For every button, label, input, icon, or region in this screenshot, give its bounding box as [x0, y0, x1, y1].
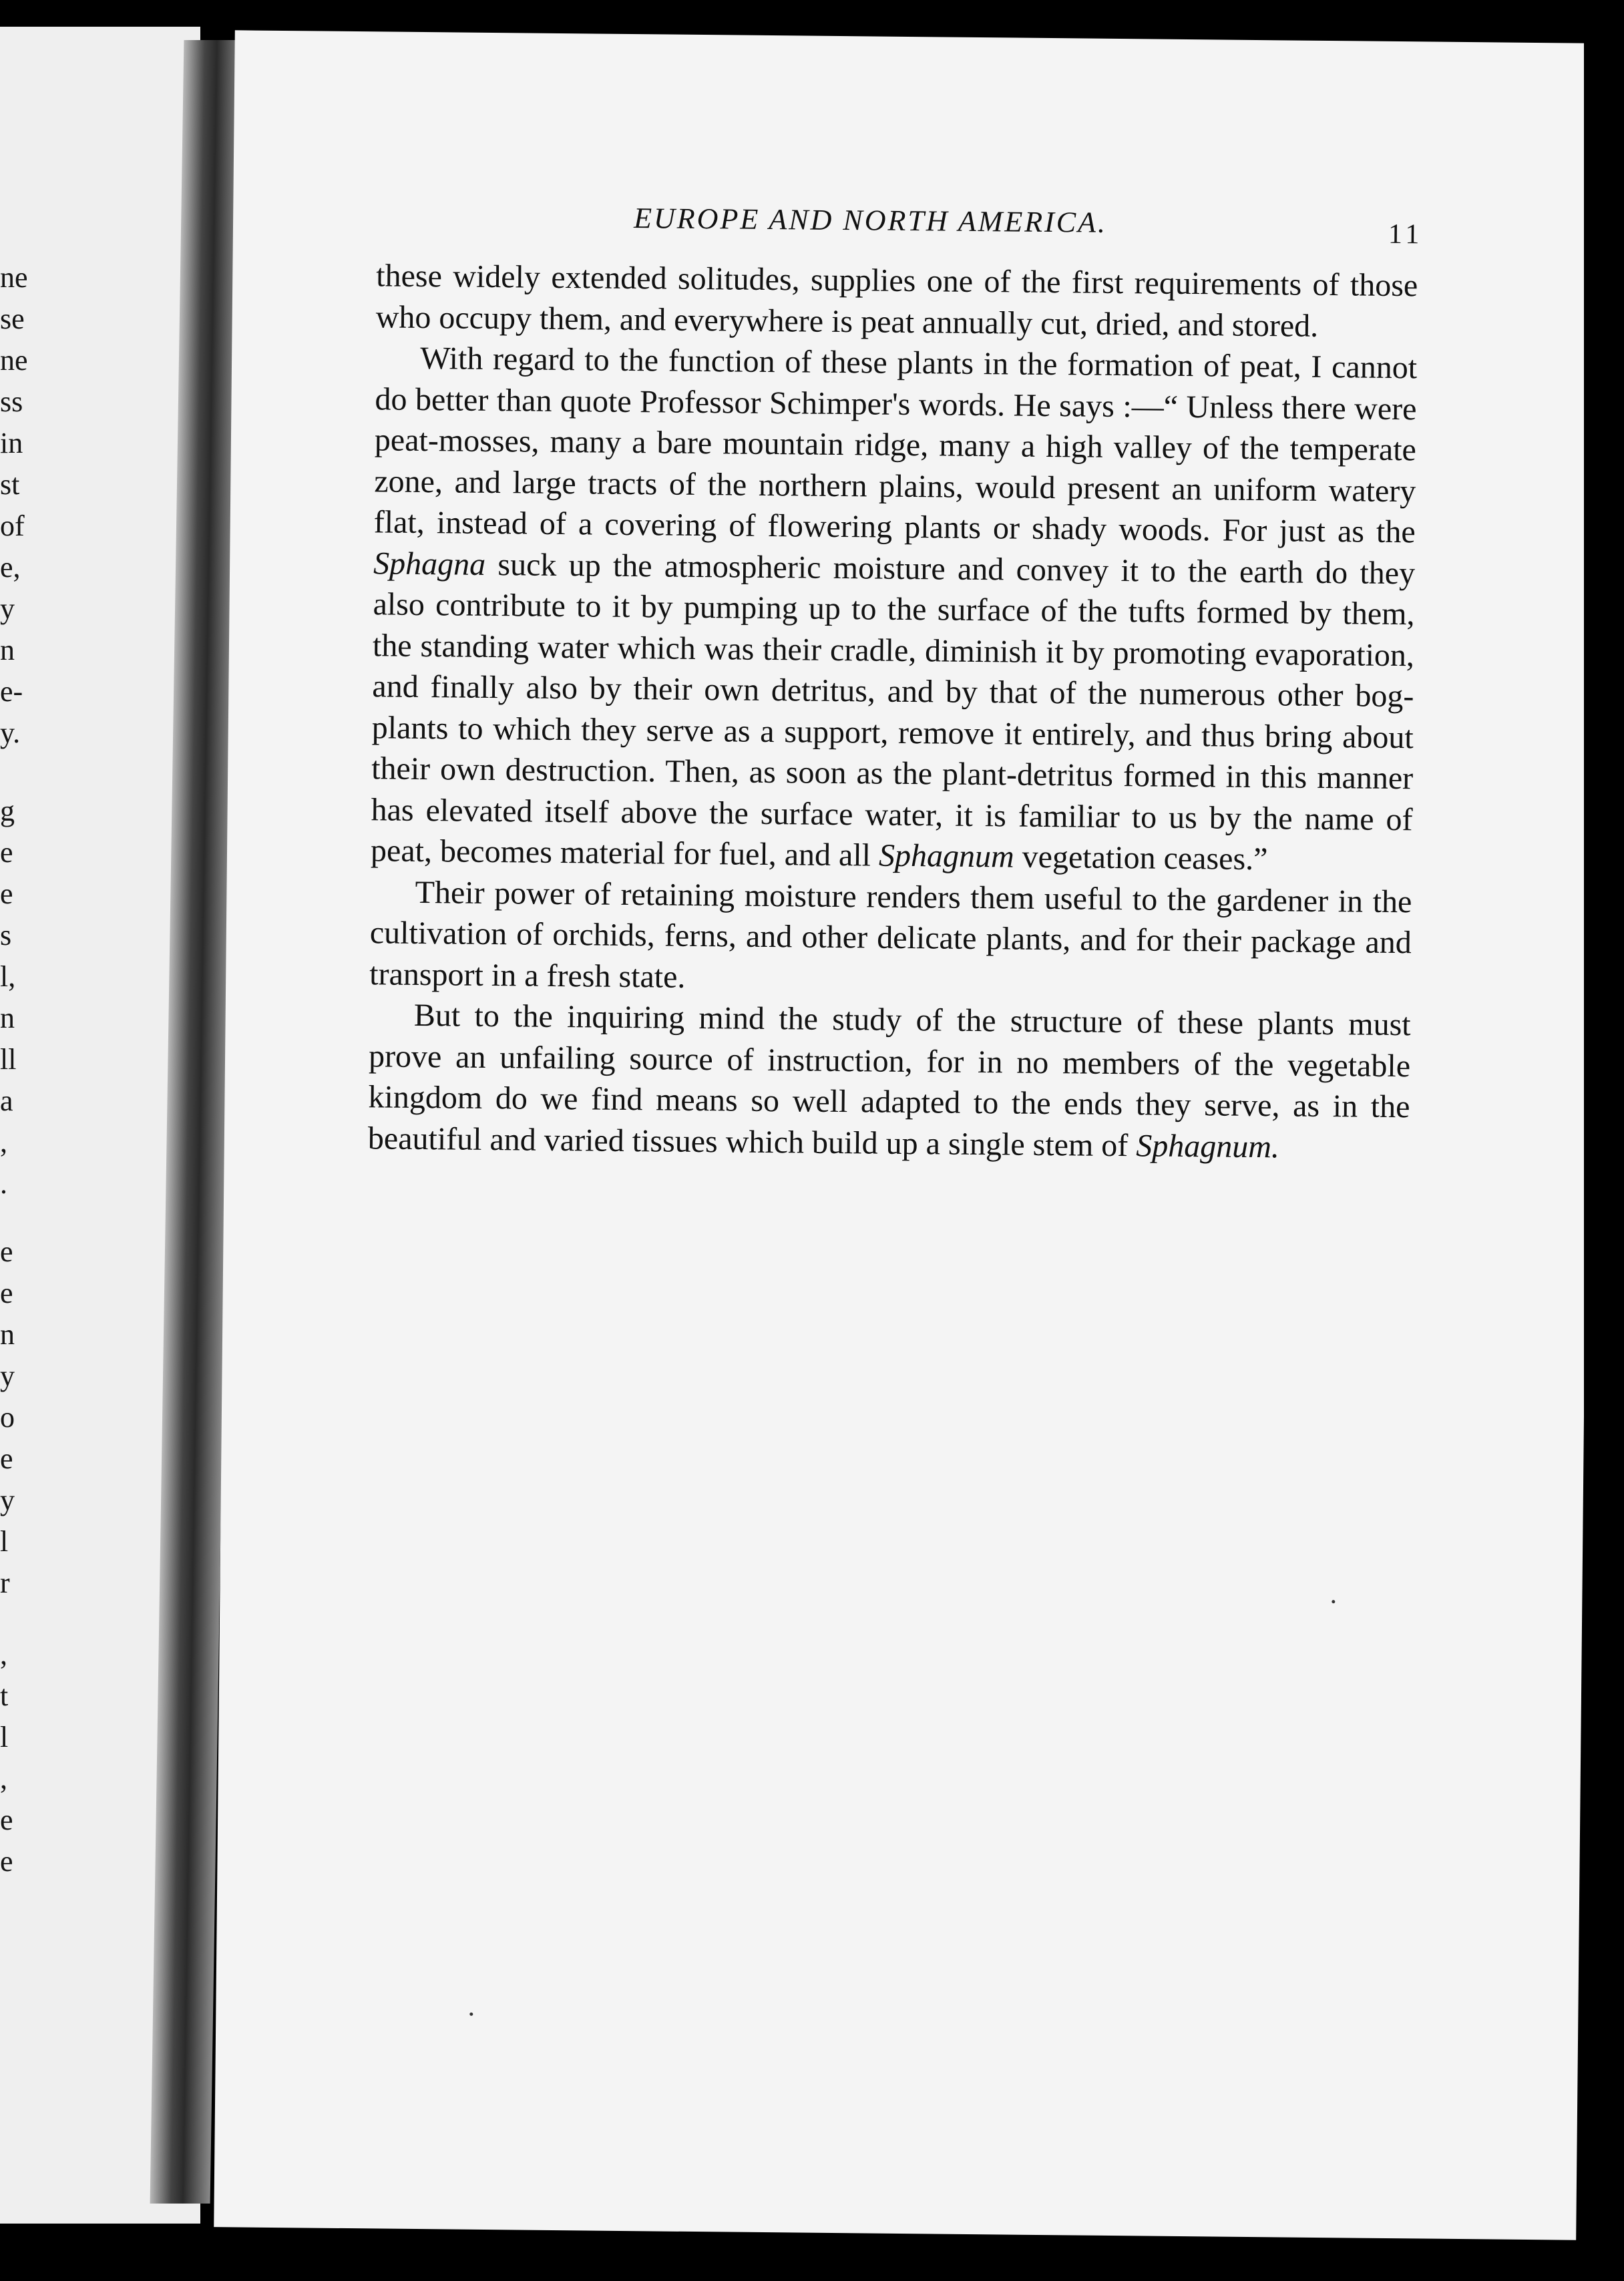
left-page-fragment: o [0, 1401, 15, 1434]
paragraph-1-text: these widely extended solitudes, supplies one of the first requirements of those who occupy them, and everywhere is peat annually cut, dried, and stored. [375, 258, 1418, 344]
left-page-fragment: l [0, 1525, 9, 1558]
left-page-fragment: t [0, 1679, 9, 1712]
paragraph-structure [368, 994, 1411, 1169]
left-page-fragment: a [0, 1084, 13, 1117]
left-page-fragment: , [0, 1126, 7, 1159]
italic-sphagnum-final: Sphagnum. [1136, 1127, 1280, 1165]
left-page-fragment: e [0, 1277, 13, 1309]
paragraph-2-text-a: With regard to the function of these plants in the formation of peat, I cannot do better than quote Professor Schimper's words. He says :—“ Unless there were peat-mosses, many a bare mountain ridge, many a high valley of the temperate zone, and large tracts of the northern plains, would present an uniform watery flat, instead of a covering of flowering plants or shady woods. For just as the [373, 340, 1418, 550]
left-page-fragment: in [0, 427, 23, 459]
left-page-fragment: e, [0, 551, 21, 584]
left-page-fragment: n [0, 1002, 15, 1034]
paragraph-2-text-b: suck up the atmospheric moisture and convey it to the earth do they also contribute to it by pumping up to the surface of the tufts formed by them, the standing water which was their cradle, diminish it by promoting evaporation, and finally also by their own detritus, and by that of the numerous other bog-plants to which they serve as a support, remove it entirely, and thus bring about their own destruction. Then, as soon as the plant-detritus formed in this manner has elevated itself above the surface water, it is familiar to us by the name of peat, becomes material for fuel, and all [370, 546, 1416, 873]
left-page-fragment: y [0, 592, 15, 625]
left-page-fragment: st [0, 468, 20, 501]
left-page-fragment: y [0, 1360, 15, 1392]
paragraph-uses [369, 871, 1412, 1004]
left-page-fragment: , [0, 1638, 7, 1671]
paragraph-2-text-c: vegetation ceases.” [1014, 839, 1268, 877]
left-page-fragment: ss [0, 385, 23, 418]
body-text [368, 255, 1418, 1169]
left-page-fragment: e [0, 1235, 13, 1268]
left-page-fragment: g [0, 795, 15, 827]
left-page-fragment: n [0, 634, 15, 666]
left-page-fragment: l, [0, 960, 16, 993]
paragraph-continued [375, 255, 1418, 347]
left-page-fragment: s [0, 919, 12, 952]
left-page-fragment: ll [0, 1043, 17, 1076]
italic-sphagnum: Sphagnum [878, 837, 1014, 875]
scan-border [1584, 0, 1624, 2281]
page-number: 11 [1388, 218, 1424, 250]
left-page-fragment: e [0, 1442, 13, 1475]
left-page-fragment: e- [0, 675, 23, 708]
left-page-fragment: r [0, 1567, 10, 1599]
left-page-fragment: se [0, 302, 25, 335]
left-page-fragment: y [0, 1484, 15, 1516]
left-page-fragment: of [0, 509, 25, 542]
scan-speck [469, 2013, 473, 2016]
left-page-fragment: n [0, 1318, 15, 1351]
left-page-fragment: . [0, 1167, 7, 1200]
left-page-fragment: ne [0, 261, 28, 294]
book-page [214, 30, 1597, 2240]
paragraph-3-text: Their power of retaining moisture renders them useful to the gardener in the cultivation of orchids, ferns, and other delicate plants, and for their package and transport in a fresh state. [369, 874, 1412, 995]
left-page-fragment: y. [0, 716, 21, 749]
paragraph-schimper-quote [371, 337, 1418, 881]
left-page-fragment: e [0, 877, 13, 910]
paragraph-4-text: But to the inquiring mind the study of the structure of these plants must prove an unfailing source of instruction, for in no members of the vegetable kingdom do we find means so well adapted to the ends they serve, as in the beautiful and varied tissues which build up a single stem of [367, 997, 1411, 1163]
italic-sphagna: Sphagna [373, 545, 486, 582]
left-page-fragment: l [0, 1721, 9, 1753]
left-page-fragment: e [0, 1804, 13, 1836]
left-page-fragment: e [0, 836, 13, 869]
running-head: EUROPE AND NORTH AMERICA. [633, 202, 1108, 239]
scan-speck [1332, 1600, 1335, 1603]
left-page-fragment: , [0, 1762, 7, 1795]
left-page-fragment: ne [0, 344, 28, 377]
left-page-fragment: e [0, 1845, 13, 1878]
